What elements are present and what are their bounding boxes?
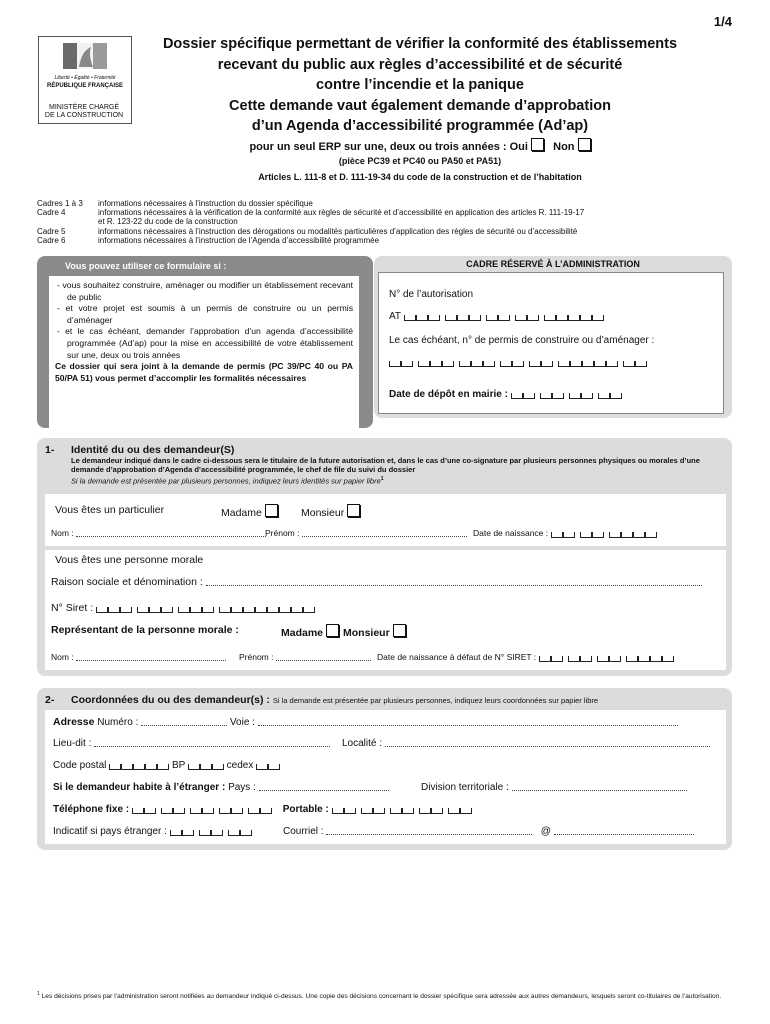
cadre-value: informations nécessaires à l’instruction de l’Agenda d’accessibilité programmée [98,235,380,245]
section-identite [37,438,732,676]
eligibility-closing: Ce dossier qui sera joint à la demande de permis (PC 39/PC 40 ou PA 50/PA 51) vous permet d’accomplir les formalités nécessaires [55,361,353,383]
prenom2-label: Prénom : [239,652,274,662]
cadre-row [37,227,737,236]
monsieur-label: Monsieur [301,507,345,519]
title-line: Dossier spécifique permettant de vérifier la conformité des établissements [162,36,678,52]
madame-checkbox[interactable] [265,504,278,517]
indicatif-label: Indicatif si pays étranger : [53,826,167,837]
monsieur-label: Monsieur [343,627,390,639]
numero-field[interactable] [97,717,227,728]
footnote-ref: 1 [380,475,384,482]
footnote-number: 1 [37,991,40,997]
madame-option-2[interactable] [281,624,339,639]
numero-label: Numéro : [97,717,139,728]
adresse-label: Adresse [53,716,95,728]
section-1-number: 1- [45,444,55,456]
erp-question-label: pour un seul ERP sur une, deux ou trois années : Oui [249,141,528,153]
eligibility-item: - et le cas échéant, demander l’approbation d’un agenda d’accessibilité programmée (Ad’ap) pour la mise en accessibilité de votre établissement sur une, deux ou trois années [57,326,353,360]
section-2-title-text: Coordonnées du ou des demandeur(s) : [71,694,270,706]
section-1-description [71,456,727,485]
footnote [37,990,737,1002]
nom-label: Nom : [51,528,74,538]
naissance-siret-label: Date de naissance à défaut de N° SIRET : [377,652,537,662]
cadre-key: Cadres 1 à 3 [37,199,83,208]
cadre-row [37,199,737,208]
permis-field[interactable] [389,357,647,370]
admin-box [378,272,724,414]
etranger-label: Si le demandeur habite à l’étranger : [53,782,226,793]
lieudit-field[interactable] [53,738,330,749]
tel-row [53,804,472,817]
naissance-field[interactable] [473,528,657,540]
morale-box [45,550,726,670]
republic-motto: Liberté • Égalité • Fraternité [54,75,116,81]
tel-label: Téléphone fixe : [53,804,130,815]
admin-panel [374,256,732,418]
madame-label: Madame [221,507,262,519]
particulier-label: Vous êtes un particulier [55,504,165,516]
courriel-field[interactable] [283,826,694,837]
section-coordonnees [37,688,732,850]
cadre-key [37,217,98,226]
permis-digit-boxes [389,359,647,370]
pays-label: Pays : [228,782,256,793]
prenom2-field[interactable] [239,652,371,662]
cadre-value: informations nécessaires à la vérification de la conformité aux règles de sécurité et d’accessibilité en application des articles R. 111-19-17 [98,208,585,218]
raison-field[interactable] [51,576,702,588]
morale-label: Vous êtes une personne morale [55,554,204,566]
admin-header: CADRE RÉSERVÉ À L’ADMINISTRATION [466,259,640,269]
raison-label: Raison sociale et dénomination : [51,576,203,588]
siret-label: N° Siret : [51,602,94,614]
nom2-field[interactable] [51,652,226,662]
cadre-key: Cadre 4 [37,208,66,218]
representant-label: Représentant de la personne morale : [51,624,239,636]
eligibility-item: - vous souhaitez construire, aménager ou modifier un établissement recevant de public [57,280,353,302]
cadre-row [37,208,737,217]
prenom-field[interactable] [265,528,467,538]
cedex-field[interactable] [227,760,280,771]
footnote-text: Les décisions prises par l’administration seront notifiées au demandeur indiqué ci-dessus. Une copie des décisions concernant le dossier spécifique sera adressée aux autres demandeurs, lesquels seront co-titulaires de l’autorisation. [41,993,722,1001]
depot-label: Date de dépôt en mairie : [389,389,508,400]
madame-option[interactable] [221,504,278,519]
erp-question [150,138,690,153]
siret-digit-boxes [96,604,315,616]
section-1-title: Identité du ou des demandeur(S) [71,444,235,456]
autorisation-label: N° de l’autorisation [389,289,474,300]
non-checkbox[interactable] [578,138,591,151]
permis-label: Le cas échéant, n° de permis de construire ou d’aménager : [389,335,655,346]
naissance-siret-field[interactable] [377,652,674,664]
eligibility-header: Vous pouvez utiliser ce formulaire si : [65,261,227,271]
title-line: Cette demande vaut également demande d’approbation [229,97,611,114]
bp-label: BP [171,760,186,771]
cadre-key: Cadre 6 [37,235,66,245]
cp-row [53,760,280,773]
bp-field[interactable] [172,760,224,771]
etranger-row [53,782,389,793]
cadres-legend [37,199,737,245]
title-line: d’un Agenda d’accessibilité programmée (Ad’ap) [251,118,589,134]
cp-field[interactable] [53,760,169,771]
naissance-label: Date de naissance : [473,528,549,538]
section-1-desc-text: Le demandeur indiqué dans le cadre ci-dessous sera le titulaire de la future autorisation et, dans le cas d’une co-signature par plusieurs personnes physiques ou morales d’une demande d’approbation d’Agenda d’accessibilité programmée, le chef de file du suivi du dossier [71,456,700,475]
articles-reference: Articles L. 111-8 et D. 111-19-34 du code de la construction et de l’habitation [258,172,582,182]
cadre-row [37,236,737,245]
portable-field[interactable] [283,804,472,815]
pays-field[interactable] [228,782,389,793]
tel-field[interactable] [53,804,272,815]
eligibility-panel [37,256,373,428]
non-label: Non [553,141,575,153]
ministry-name [38,104,130,120]
prenom-label: Prénom : [265,528,300,538]
cadre-value: informations nécessaires à l’instruction du dossier spécifique [98,199,313,208]
cadre-value: et R. 123-22 du code de la construction [98,217,238,227]
coordonnees-box [45,710,726,844]
portable-label: Portable : [282,804,329,815]
voie-field[interactable] [230,717,678,728]
cedex-label: cedex [226,760,254,771]
eligibility-item: - et votre projet est soumis à un permis de construire ou un permis d’aménager [57,303,353,325]
courriel-label: Courriel : [283,826,324,837]
section-1-desc-italic: Si la demande est présentée par plusieurs personnes, indiquez leurs identités sur papier libre [71,476,381,486]
cadre-row [37,217,737,226]
monsieur-option-2[interactable] [343,624,406,639]
monsieur-checkbox-2[interactable] [393,624,406,637]
ministry-line: DE LA CONSTRUCTION [44,112,124,119]
monsieur-option[interactable] [301,504,360,519]
eligibility-box [49,276,359,428]
cadre-value: informations nécessaires à l’instruction des dérogations ou modalités particulières d’application des règles de sécurité ou d’accessibilité [98,226,578,236]
at-sign: @ [540,826,551,837]
localite-label: Localité : [342,738,383,749]
madame-checkbox-2[interactable] [326,624,339,637]
page-number: 1/4 [713,14,732,29]
republic-name: RÉPUBLIQUE FRANÇAISE [46,83,123,89]
piece-reference: (pièce PC39 et PC40 ou PA50 et PA51) [338,156,502,166]
cadre-key: Cadre 5 [37,226,66,236]
particulier-box [45,494,726,546]
oui-checkbox[interactable] [531,138,544,151]
depot-digit-boxes [511,391,622,402]
section-2-title [71,694,598,706]
depot-field[interactable] [389,389,622,402]
section-2-number: 2- [45,694,55,706]
at-field[interactable] [389,311,604,324]
localite-field[interactable] [342,738,710,749]
siret-field[interactable] [51,602,315,616]
indicatif-field[interactable] [53,826,252,839]
section-2-note: Si la demande est présentée par plusieurs personnes, indiquez leurs coordonnées sur papier libre [272,696,599,705]
madame-label: Madame [281,627,324,639]
ministry-line: MINISTÈRE CHARGÉ [48,104,119,111]
nom2-label: Nom : [51,652,74,662]
voie-label: Voie : [229,717,255,728]
cp-label: Code postal [53,760,107,771]
at-digit-boxes [404,313,604,324]
adresse-row [53,716,678,728]
nom-field[interactable] [51,528,266,538]
monsieur-checkbox[interactable] [347,504,360,517]
lieudit-label: Lieu-dit : [53,738,92,749]
at-label: AT [389,311,401,322]
title-line: contre l’incendie et la panique [316,77,524,93]
marianne-logo-icon [63,43,107,69]
title-line: recevant du public aux règles d’accessibilité et de sécurité [217,56,623,73]
division-label: Division territoriale : [421,782,509,793]
division-field[interactable] [421,782,687,793]
form-title [150,34,690,137]
